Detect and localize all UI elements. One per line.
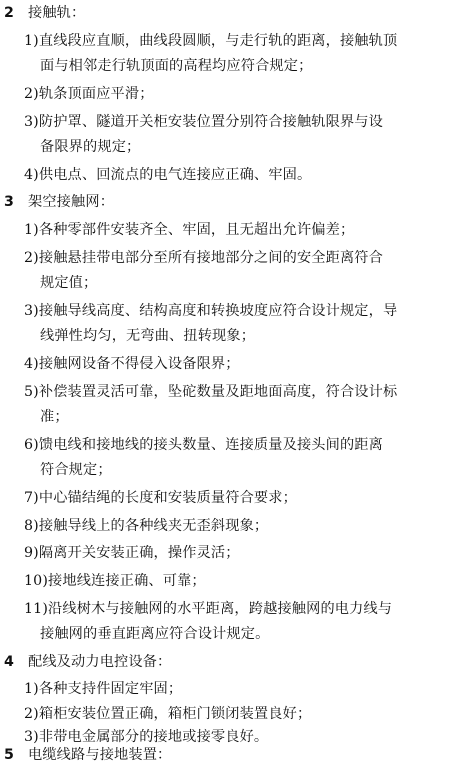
list-item-line: 4)接触网设备不得侵入设备限界；	[24, 356, 240, 372]
list-item-line: 11)沿线树木与接触网的水平距离，跨越接触网的电力线与	[24, 601, 393, 617]
list-item-continuation: 规定值；	[40, 275, 98, 291]
section-number: 3	[4, 194, 15, 210]
list-item-line: 3)接触导线高度、结构高度和转换坡度应符合设计规定，导	[24, 303, 398, 319]
list-item-line: 10)接地线连接正确、可靠；	[24, 573, 206, 589]
list-item-line: 4)供电点、回流点的电气连接应正确、牢固。	[24, 167, 312, 183]
list-item-line: 9)隔离开关安装正确，操作灵活；	[24, 545, 240, 561]
list-item-continuation: 备限界的规定；	[40, 139, 141, 155]
list-item-line: 5)补偿装置灵活可靠，坠砣数量及距地面高度，符合设计标	[24, 384, 398, 400]
section-title: 电缆线路与接地装置：	[28, 747, 172, 763]
list-item-continuation: 符合规定；	[40, 462, 112, 478]
list-item-line: 7)中心锚结绳的长度和安装质量符合要求；	[24, 490, 297, 506]
list-item-line: 2)箱柜安装位置正确，箱柜门锁闭装置良好；	[24, 706, 312, 722]
list-item-line: 1)各种支持件固定牢固；	[24, 681, 183, 697]
list-item-line: 2)接触悬挂带电部分至所有接地部分之间的安全距离符合	[24, 250, 383, 266]
section-heading	[4, 192, 114, 212]
section-title: 配线及动力电控设备：	[28, 654, 172, 670]
section-number: 2	[4, 5, 15, 21]
list-item-continuation: 线弹性均匀，无弯曲、扭转现象；	[40, 328, 256, 344]
list-item-continuation: 准；	[40, 409, 69, 425]
list-item-continuation: 接触网的垂直距离应符合设计规定。	[40, 626, 270, 642]
section-heading	[4, 652, 171, 672]
section-title: 接触轨：	[28, 5, 86, 21]
list-item-line: 3)非带电金属部分的接地或接零良好。	[24, 729, 269, 745]
section-heading	[4, 745, 171, 765]
list-item-line: 3)防护罩、隧道开关柜安装位置分别符合接触轨限界与设	[24, 114, 383, 130]
list-item-line: 1)各种零部件安装齐全、牢固，且无超出允许偏差；	[24, 222, 355, 238]
list-item-line: 1)直线段应直顺，曲线段圆顺，与走行轨的距离，接触轨顶	[24, 33, 398, 49]
list-item-line: 6)馈电线和接地线的接头数量、连接质量及接头间的距离	[24, 437, 383, 453]
section-title: 架空接触网：	[28, 194, 115, 210]
list-item-continuation: 面与相邻走行轨顶面的高程均应符合规定；	[40, 58, 313, 74]
section-number: 5	[4, 747, 15, 763]
section-number: 4	[4, 654, 15, 670]
list-item-line: 8)接触导线上的各种线夹无歪斜现象；	[24, 518, 269, 534]
list-item-line: 2)轨条顶面应平滑；	[24, 86, 154, 102]
section-heading	[4, 3, 85, 23]
